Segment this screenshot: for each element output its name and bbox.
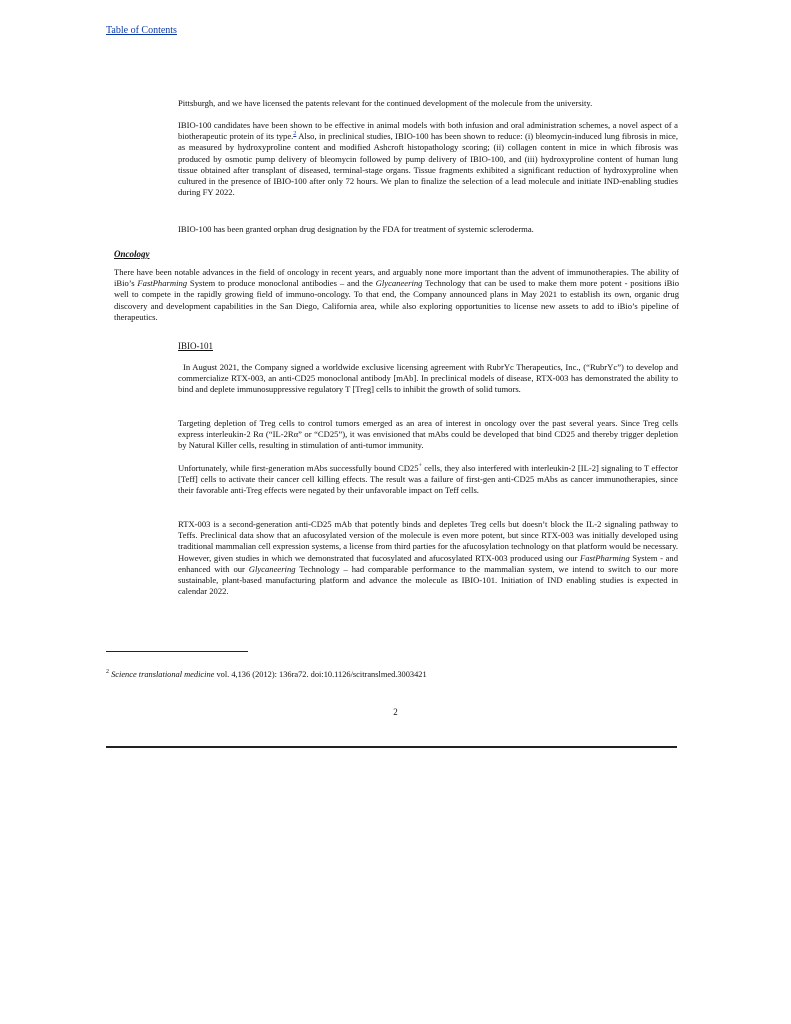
footnote-reference-link[interactable]: 2: [293, 131, 297, 138]
footnote-journal: Science translational medicine: [111, 670, 215, 679]
glycaneering-term: Glycaneering: [248, 563, 296, 574]
paragraph-ibio100-studies: [178, 120, 678, 198]
subheading-ibio101: IBIO-101: [178, 341, 213, 351]
paragraph-targeting-text: Targeting depletion of Treg cells to control tumors emerged as an area of interest in oncology over the past several years. Since Treg cells express interleukin-2 Rα (“IL-2Rα” or “CD25”), it was envisioned that mAbs could be developed that bind CD25 and thereby trigger depletion by Natural Killer cells, resulting in stimulation of anti-tumor immunity.: [178, 418, 678, 451]
paragraph-ibio100-text-a: IBIO-100 candidates have been shown to be effective in animal models with both infusion and oral administration schemes, a novel aspect of a biotherapeutic protein of its type.: [178, 120, 678, 142]
paragraph-unfortunately-text-b: cells, they also interfered with interleukin-2 [IL-2] signaling to T effector [Teff] cells to activate their cancer cell killing effects. The result was a failure of first-gen anti-CD25 mAbs as cancer immunotherapies, since their favorable anti-Treg effects were negated by their unfavorable impact on Teff cells.: [178, 463, 678, 496]
footnote: [106, 669, 666, 680]
paragraph-rtx-text-c: Technology – had comparable performance to the mammalian system, we intend to switch to our more sustainable, plant-based manufacturing platform and advance the molecule as IBIO-101. Initiation of IND enabling studies is expected in calendar 2022.: [178, 563, 679, 597]
paragraph-orphan-designation: [178, 224, 678, 235]
paragraph-august-text: In August 2021, the Company signed a worldwide exclusive licensing agreement with RubrYc Therapeutics, Inc., (“RubrYc”) to develop and commercialize RTX-003, an anti-CD25 monoclonal antibody [mAb]. In preclinical models of disease, RTX-003 has demonstrated the ability to bind and deplete immunosuppressive regulatory T [Treg] cells to inhibit the growth of solid tumors.: [178, 362, 678, 395]
table-of-contents-link[interactable]: Table of Contents: [106, 25, 177, 36]
paragraph-unfortunately-text-a: Unfortunately, while first-generation mAbs successfully bound CD25: [178, 463, 419, 473]
section-heading-oncology: Oncology: [114, 249, 150, 259]
paragraph-oncology-text-a: There have been notable advances in the field of oncology in recent years, and arguably none more important than the advent of immunotherapies. The ability of iBio’s: [114, 267, 679, 289]
paragraph-treg-targeting: [178, 418, 678, 452]
footnote-divider: [106, 651, 248, 652]
paragraph-rtx003: [178, 519, 678, 597]
paragraph-first-gen-mabs: [178, 463, 678, 497]
paragraph-oncology: [114, 267, 679, 323]
page-bottom-rule: [106, 746, 677, 748]
footnote-citation: vol. 4,136 (2012): 136ra72. doi:10.1126/scitranslmed.3003421: [214, 670, 427, 679]
paragraph-rtx-text-a: RTX-003 is a second-generation anti-CD25 mAb that potently binds and depletes Treg cells but doesn’t block the IL-2 signaling pathway to Teffs. Preclinical data show that an afucosylated version of the molecule is even more potent, but since RTX-003 was initially developed using traditional mammalian cell expression systems, a license from third parties for the afucosylation technology on that platform would be necessary. However, given studies in which we demonstrated that fucosylated and afucosylated RTX-003 produced using our: [178, 519, 678, 563]
paragraph-rubryc-license: [178, 362, 678, 396]
paragraph-ibio100-text-b: Also, in preclinical studies, IBIO-100 has been shown to reduce: (i) bleomycin-induced lung fibrosis in mice, as measured by hydroxyproline content and modified Ashcroft histopathology scoring; (ii) collagen content in mice in which fibrosis was produced by osmotic pump delivery of bleomycin followed by pump delivery of IBIO-100, and (iii) hydroxyproline content of human lung tissue obtained after transplant of diseased, terminal-stage organs. Tissue fragments exhibited a significant reduction of hydroxyproline when cultured in the presence of IBIO-100 after only 72 hours. We plan to finalize the selection of a lead molecule and initiate IND-enabling studies during FY 2022.: [178, 131, 678, 198]
fastpharming-term: FastPharming: [579, 552, 630, 563]
paragraph-pittsburgh-text: Pittsburgh, and we have licensed the patents relevant for the continued development of the molecule from the university.: [178, 98, 593, 108]
glycaneering-term: Glycaneering: [375, 278, 423, 289]
fastpharming-term: FastPharming: [137, 278, 188, 289]
paragraph-oncology-text-c: Technology that can be used to make them more potent - positions iBio well to compete in the rapidly growing field of immuno-oncology. To that end, the Company announced plans in May 2021 to establish its own, organic drug discovery and development capabilities in the San Diego, California area, while also exploring opportunities to license new assets to add to iBio’s pipeline of therapeutics.: [114, 278, 680, 322]
paragraph-oncology-text-b: System to produce monoclonal antibodies – and the: [187, 278, 376, 289]
paragraph-rtx-text-b: System - and enhanced with our: [178, 552, 678, 574]
page-number: 2: [393, 707, 398, 717]
superscript-plus: +: [418, 463, 422, 470]
paragraph-pittsburgh: [178, 98, 678, 109]
paragraph-orphan-text: IBIO-100 has been granted orphan drug designation by the FDA for treatment of systemic scleroderma.: [178, 224, 534, 234]
footnote-marker: 2: [106, 669, 109, 676]
